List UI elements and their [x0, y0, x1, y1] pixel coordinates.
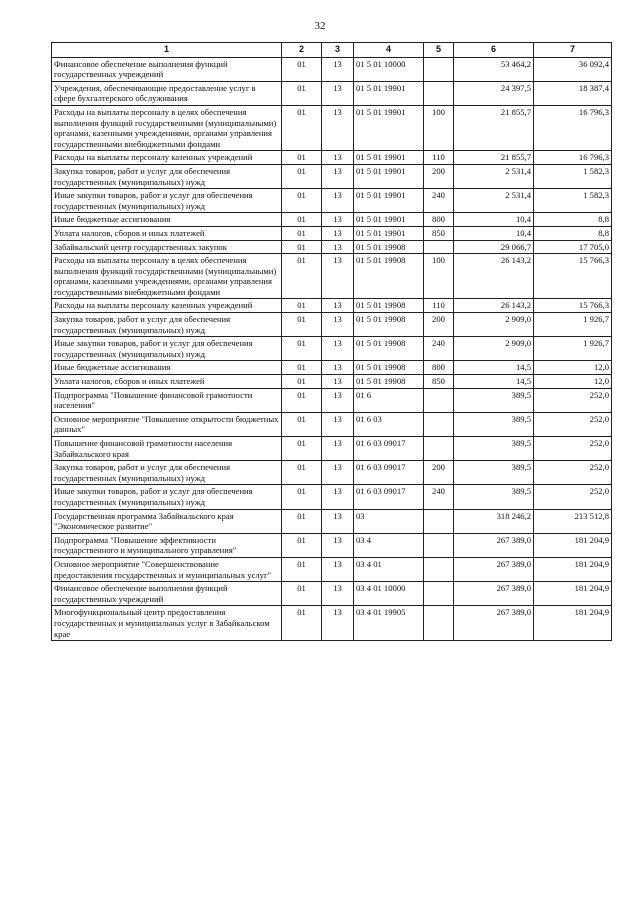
row-name: Расходы на выплаты персоналу казенных учреждений: [52, 151, 282, 165]
row-expense-type: [424, 240, 454, 254]
row-expense-type: [424, 388, 454, 412]
row-subsection: 13: [322, 164, 354, 188]
row-section: 01: [282, 105, 322, 150]
row-amount-1: 14,5: [454, 375, 534, 389]
row-section: 01: [282, 189, 322, 213]
row-target-article: 01 6: [354, 388, 424, 412]
table-row: [52, 226, 612, 240]
table-row: [52, 582, 612, 606]
table-row: [52, 81, 612, 105]
row-expense-type: [424, 606, 454, 641]
row-subsection: 13: [322, 313, 354, 337]
table-row: [52, 388, 612, 412]
table-row: [52, 437, 612, 461]
row-target-article: 01 5 01 19908: [354, 337, 424, 361]
row-section: 01: [282, 361, 322, 375]
row-target-article: 01 5 01 19901: [354, 105, 424, 150]
row-section: 01: [282, 226, 322, 240]
row-subsection: 13: [322, 213, 354, 227]
row-amount-2: 12,0: [534, 375, 612, 389]
table-row: [52, 151, 612, 165]
row-amount-1: 389,5: [454, 437, 534, 461]
row-amount-1: 389,5: [454, 412, 534, 436]
table-row: [52, 254, 612, 299]
row-target-article: 01 5 01 19908: [354, 254, 424, 299]
row-amount-2: 8,8: [534, 213, 612, 227]
row-amount-2: 15 766,3: [534, 299, 612, 313]
row-target-article: 03: [354, 509, 424, 533]
row-amount-2: 252,0: [534, 437, 612, 461]
table-row: [52, 313, 612, 337]
row-amount-2: 1 582,3: [534, 164, 612, 188]
budget-table: [51, 42, 612, 641]
row-section: 01: [282, 557, 322, 581]
row-expense-type: [424, 81, 454, 105]
table-row: [52, 213, 612, 227]
table-row: [52, 533, 612, 557]
row-expense-type: 800: [424, 213, 454, 227]
header-col-3: 3: [322, 43, 354, 58]
table-row: [52, 509, 612, 533]
row-subsection: 13: [322, 361, 354, 375]
row-name: Повышение финансовой грамотности населения Забайкальского края: [52, 437, 282, 461]
row-amount-2: 17 705,0: [534, 240, 612, 254]
row-amount-2: 213 512,8: [534, 509, 612, 533]
table-row: [52, 557, 612, 581]
row-section: 01: [282, 164, 322, 188]
table-body: [52, 57, 612, 641]
row-target-article: 01 6 03 09017: [354, 461, 424, 485]
row-section: 01: [282, 313, 322, 337]
row-target-article: 01 5 01 19908: [354, 299, 424, 313]
row-amount-2: 1 926,7: [534, 313, 612, 337]
row-section: 01: [282, 299, 322, 313]
row-target-article: 03 4 01 19905: [354, 606, 424, 641]
row-section: 01: [282, 388, 322, 412]
row-name: Иные закупки товаров, работ и услуг для обеспечения государственных (муниципальных) нужд: [52, 337, 282, 361]
table-row: [52, 606, 612, 641]
row-subsection: 13: [322, 337, 354, 361]
row-amount-2: 181 204,9: [534, 606, 612, 641]
row-amount-1: 53 464,2: [454, 57, 534, 81]
row-amount-1: 267 389,0: [454, 557, 534, 581]
row-target-article: 01 6 03 09017: [354, 437, 424, 461]
table-row: [52, 240, 612, 254]
row-amount-2: 1 926,7: [534, 337, 612, 361]
row-amount-1: 2 909,0: [454, 337, 534, 361]
header-col-7: 7: [534, 43, 612, 58]
row-name: Иные бюджетные ассигнования: [52, 213, 282, 227]
row-section: 01: [282, 437, 322, 461]
row-amount-1: 10,4: [454, 213, 534, 227]
row-amount-2: 252,0: [534, 388, 612, 412]
table-row: [52, 485, 612, 509]
row-section: 01: [282, 337, 322, 361]
row-amount-1: 2 531,4: [454, 164, 534, 188]
row-amount-1: 267 389,0: [454, 606, 534, 641]
table-row: [52, 105, 612, 150]
row-name: Закупка товаров, работ и услуг для обеспечения государственных (муниципальных) нужд: [52, 461, 282, 485]
row-target-article: 03 4 01: [354, 557, 424, 581]
row-subsection: 13: [322, 509, 354, 533]
row-target-article: 01 5 01 19901: [354, 226, 424, 240]
row-section: 01: [282, 509, 322, 533]
row-expense-type: 240: [424, 337, 454, 361]
table-row: [52, 412, 612, 436]
row-amount-1: 389,5: [454, 388, 534, 412]
row-amount-1: 389,5: [454, 461, 534, 485]
row-subsection: 13: [322, 437, 354, 461]
row-section: 01: [282, 81, 322, 105]
header-col-1: 1: [52, 43, 282, 58]
row-expense-type: [424, 437, 454, 461]
row-expense-type: 200: [424, 313, 454, 337]
row-name: Государственная программа Забайкальского края "Экономическое развитие": [52, 509, 282, 533]
row-amount-1: 10,4: [454, 226, 534, 240]
row-name: Учреждения, обеспечивающие предоставление услуг в сфере бухгалтерского обслуживания: [52, 81, 282, 105]
row-name: Закупка товаров, работ и услуг для обеспечения государственных (муниципальных) нужд: [52, 313, 282, 337]
row-expense-type: 850: [424, 226, 454, 240]
row-subsection: 13: [322, 254, 354, 299]
row-subsection: 13: [322, 226, 354, 240]
row-section: 01: [282, 213, 322, 227]
row-amount-2: 8,8: [534, 226, 612, 240]
row-section: 01: [282, 533, 322, 557]
row-subsection: 13: [322, 485, 354, 509]
row-target-article: 01 5 01 10000: [354, 57, 424, 81]
header-col-2: 2: [282, 43, 322, 58]
row-section: 01: [282, 412, 322, 436]
row-expense-type: [424, 533, 454, 557]
row-section: 01: [282, 240, 322, 254]
row-subsection: 13: [322, 606, 354, 641]
header-col-5: 5: [424, 43, 454, 58]
row-amount-1: 389,5: [454, 485, 534, 509]
row-name: Расходы на выплаты персоналу в целях обеспечения выполнения функций государственными (муниципальными) органами, казенными учреждениями, органами управления государственными внебюджетными фондами: [52, 105, 282, 150]
row-amount-2: 252,0: [534, 485, 612, 509]
row-section: 01: [282, 151, 322, 165]
row-expense-type: 200: [424, 461, 454, 485]
header-col-4: 4: [354, 43, 424, 58]
row-name: Расходы на выплаты персоналу казенных учреждений: [52, 299, 282, 313]
row-amount-2: 1 582,3: [534, 189, 612, 213]
row-amount-1: 2 909,0: [454, 313, 534, 337]
table-header-row: [52, 43, 612, 58]
row-subsection: 13: [322, 388, 354, 412]
row-expense-type: 100: [424, 105, 454, 150]
row-name: Иные бюджетные ассигнования: [52, 361, 282, 375]
row-target-article: 03 4 01 10000: [354, 582, 424, 606]
row-subsection: 13: [322, 105, 354, 150]
row-name: Забайкальский центр государственных закупок: [52, 240, 282, 254]
table-row: [52, 189, 612, 213]
row-amount-1: 2 531,4: [454, 189, 534, 213]
row-amount-1: 21 855,7: [454, 105, 534, 150]
row-name: Многофункциональный центр предоставления государственных и муниципальных услуг в Забайкальском крае: [52, 606, 282, 641]
row-expense-type: [424, 509, 454, 533]
row-name: Иные закупки товаров, работ и услуг для обеспечения государственных (муниципальных) нужд: [52, 485, 282, 509]
table-row: [52, 299, 612, 313]
row-name: Основное мероприятие "Совершенствование предоставления государственных и муниципальных услуг": [52, 557, 282, 581]
row-subsection: 13: [322, 412, 354, 436]
row-expense-type: 200: [424, 164, 454, 188]
table-row: [52, 337, 612, 361]
row-amount-1: 21 855,7: [454, 151, 534, 165]
row-amount-1: 318 246,2: [454, 509, 534, 533]
row-target-article: 01 6 03 09017: [354, 485, 424, 509]
row-name: Иные закупки товаров, работ и услуг для обеспечения государственных (муниципальных) нужд: [52, 189, 282, 213]
row-amount-2: 252,0: [534, 412, 612, 436]
row-amount-2: 181 204,9: [534, 582, 612, 606]
row-subsection: 13: [322, 375, 354, 389]
row-amount-1: 24 397,5: [454, 81, 534, 105]
header-col-6: 6: [454, 43, 534, 58]
row-section: 01: [282, 485, 322, 509]
row-amount-1: 14,5: [454, 361, 534, 375]
row-amount-1: 29 066,7: [454, 240, 534, 254]
row-amount-1: 26 143,2: [454, 254, 534, 299]
row-amount-2: 181 204,9: [534, 533, 612, 557]
row-amount-2: 181 204,9: [534, 557, 612, 581]
row-expense-type: [424, 582, 454, 606]
row-name: Закупка товаров, работ и услуг для обеспечения государственных (муниципальных) нужд: [52, 164, 282, 188]
row-name: Подпрограмма "Повышение эффективности государственного и муниципального управления": [52, 533, 282, 557]
row-target-article: 01 5 01 19908: [354, 313, 424, 337]
row-target-article: 01 5 01 19901: [354, 189, 424, 213]
row-expense-type: 850: [424, 375, 454, 389]
row-section: 01: [282, 582, 322, 606]
row-subsection: 13: [322, 582, 354, 606]
row-expense-type: [424, 412, 454, 436]
row-subsection: 13: [322, 533, 354, 557]
row-target-article: 01 5 01 19901: [354, 81, 424, 105]
row-amount-2: 15 766,3: [534, 254, 612, 299]
row-subsection: 13: [322, 299, 354, 313]
row-amount-2: 252,0: [534, 461, 612, 485]
row-target-article: 01 5 01 19901: [354, 151, 424, 165]
row-expense-type: 800: [424, 361, 454, 375]
row-subsection: 13: [322, 240, 354, 254]
row-name: Уплата налогов, сборов и иных платежей: [52, 375, 282, 389]
row-target-article: 01 5 01 19908: [354, 375, 424, 389]
row-amount-1: 267 389,0: [454, 533, 534, 557]
row-amount-2: 36 092,4: [534, 57, 612, 81]
row-target-article: 01 5 01 19901: [354, 213, 424, 227]
row-name: Уплата налогов, сборов и иных платежей: [52, 226, 282, 240]
row-amount-2: 16 796,3: [534, 151, 612, 165]
table-row: [52, 375, 612, 389]
row-amount-2: 18 387,4: [534, 81, 612, 105]
row-expense-type: 240: [424, 189, 454, 213]
row-subsection: 13: [322, 57, 354, 81]
row-name: Основное мероприятие "Повышение открытости бюджетных данных": [52, 412, 282, 436]
row-amount-2: 16 796,3: [534, 105, 612, 150]
row-target-article: 01 6 03: [354, 412, 424, 436]
row-name: Подпрограмма "Повышение финансовой грамотности населения": [52, 388, 282, 412]
row-subsection: 13: [322, 81, 354, 105]
row-section: 01: [282, 254, 322, 299]
row-name: Финансовое обеспечение выполнения функций государственных учреждений: [52, 57, 282, 81]
row-amount-2: 12,0: [534, 361, 612, 375]
row-expense-type: 240: [424, 485, 454, 509]
row-expense-type: [424, 57, 454, 81]
row-target-article: 01 5 01 19908: [354, 361, 424, 375]
table-row: [52, 57, 612, 81]
row-target-article: 01 5 01 19901: [354, 164, 424, 188]
row-expense-type: 100: [424, 254, 454, 299]
row-subsection: 13: [322, 151, 354, 165]
row-expense-type: [424, 557, 454, 581]
row-subsection: 13: [322, 557, 354, 581]
table-row: [52, 361, 612, 375]
row-subsection: 13: [322, 461, 354, 485]
row-section: 01: [282, 461, 322, 485]
row-section: 01: [282, 57, 322, 81]
table-row: [52, 461, 612, 485]
row-section: 01: [282, 606, 322, 641]
page-number: 32: [314, 20, 326, 32]
row-target-article: 03 4: [354, 533, 424, 557]
row-name: Расходы на выплаты персоналу в целях обеспечения выполнения функций государственными (муниципальными) органами, казенными учреждениями, органами управления государственными внебюджетными фондами: [52, 254, 282, 299]
row-expense-type: 110: [424, 299, 454, 313]
row-amount-1: 267 389,0: [454, 582, 534, 606]
row-amount-1: 26 143,2: [454, 299, 534, 313]
row-target-article: 01 5 01 19908: [354, 240, 424, 254]
row-expense-type: 110: [424, 151, 454, 165]
row-name: Финансовое обеспечение выполнения функций государственных учреждений: [52, 582, 282, 606]
row-subsection: 13: [322, 189, 354, 213]
table-row: [52, 164, 612, 188]
row-section: 01: [282, 375, 322, 389]
